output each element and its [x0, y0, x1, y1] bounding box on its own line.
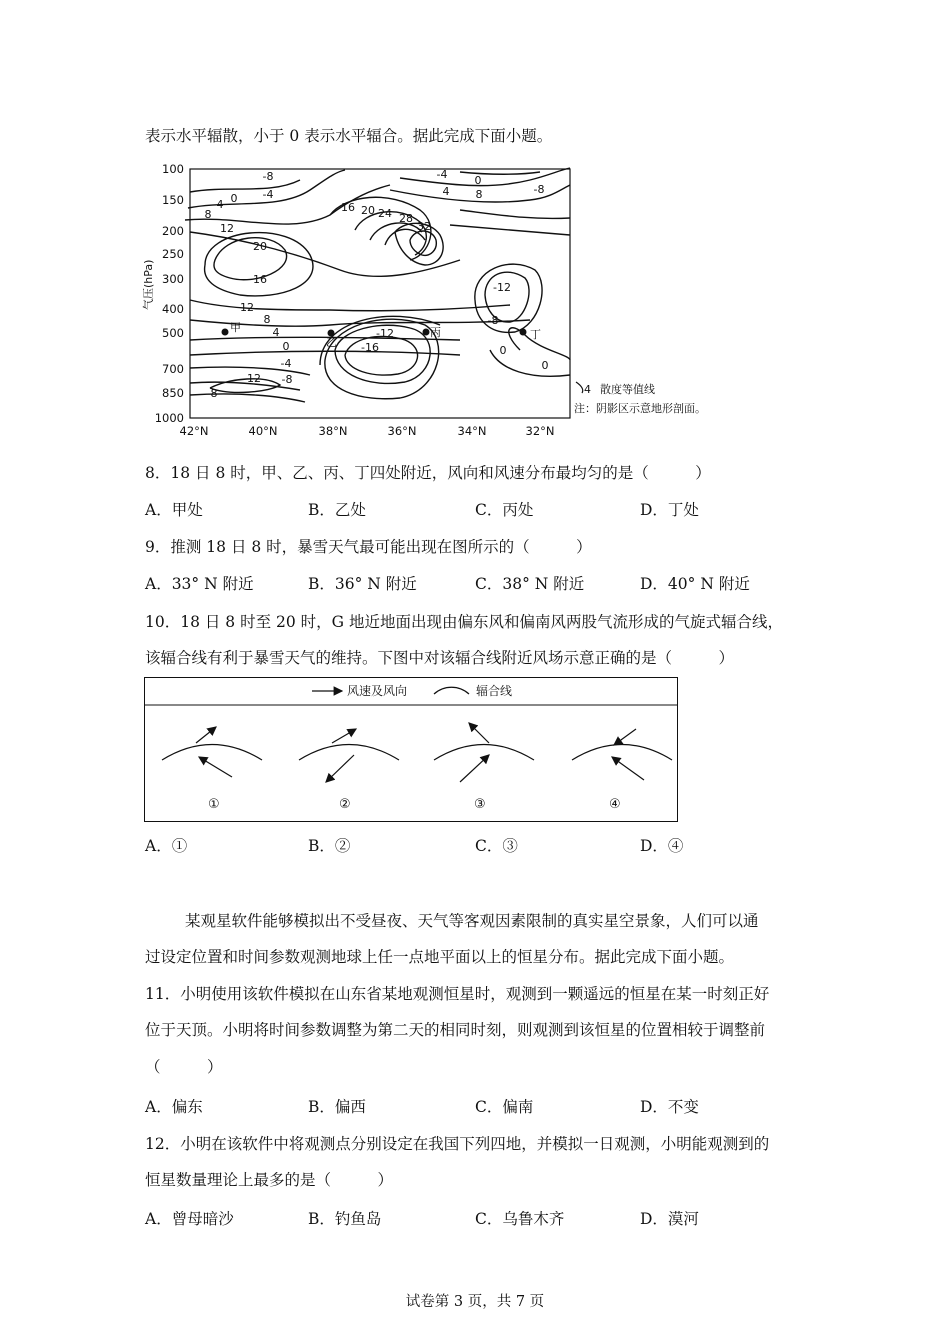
x-ticks — [180, 424, 555, 438]
contour-label: -12 — [493, 281, 511, 294]
convergence-line — [434, 745, 534, 761]
contour-label: -12 — [243, 372, 261, 385]
panel-4 — [572, 729, 672, 812]
y-tick: 500 — [162, 326, 184, 340]
x-tick: 42°N — [179, 424, 209, 438]
contour-label: 8 — [204, 208, 212, 221]
contour-label: -8 — [281, 373, 293, 386]
point-ding-marker — [520, 329, 527, 336]
q10-text-line2: 该辐合线有利于暴雪天气的维持。下图中对该辐合线附近风场示意正确的是（ ） — [145, 649, 735, 667]
q12-options — [145, 1207, 845, 1231]
diagram-frame — [145, 678, 678, 822]
legend-wind-text: 风速及风向 — [347, 684, 408, 698]
y-ticks — [155, 162, 184, 425]
y-tick: 300 — [162, 272, 184, 286]
contour-label: 4 — [216, 198, 224, 211]
q10-option-a[interactable]: A．① — [145, 837, 188, 855]
y-tick: 1000 — [154, 411, 184, 425]
panel-3 — [434, 723, 534, 812]
q10-options — [145, 834, 845, 858]
legend-curve-icon — [434, 687, 469, 694]
contour-label: -8 — [533, 183, 545, 196]
panel-label: ③ — [474, 797, 486, 812]
contour-label: -16 — [361, 341, 379, 354]
q11-option-a[interactable]: A．偏东 — [145, 1098, 203, 1116]
chart-legend — [574, 382, 706, 415]
panel-2 — [299, 729, 399, 812]
q11-option-c[interactable]: C．偏南 — [475, 1098, 534, 1116]
wind-arrow — [469, 723, 489, 743]
wind-arrow — [326, 755, 354, 782]
y-axis-label: 气压(hPa) — [142, 259, 155, 310]
point-ding-label: 丁 — [530, 328, 541, 341]
point-jia-marker — [222, 329, 229, 336]
convergence-line — [572, 745, 672, 761]
q11-text-line1: 11．小明使用该软件模拟在山东省某地观测恒星时，观测到一颗遥远的恒星在某一时刻正好 — [145, 985, 770, 1003]
contour-label: -4 — [280, 357, 292, 370]
point-bing-marker — [423, 329, 430, 336]
wind-arrow — [612, 757, 644, 780]
q11-text-line3: （ ） — [145, 1058, 223, 1076]
contour-label: -4 — [436, 168, 448, 181]
q8-option-c[interactable]: C．丙处 — [475, 501, 534, 519]
q11-option-d[interactable]: D．不变 — [640, 1098, 699, 1116]
q10-option-d[interactable]: D．④ — [640, 837, 684, 855]
contour-label: 28 — [399, 212, 413, 225]
legend-value: 4 — [584, 383, 591, 396]
wind-arrow — [196, 727, 216, 743]
contour-label: -4 — [262, 188, 274, 201]
y-tick: 400 — [162, 302, 184, 316]
legend-text: 散度等值线 — [600, 383, 655, 396]
y-tick: 250 — [162, 247, 184, 261]
contour-label: 8 — [475, 188, 483, 201]
panel-1 — [162, 727, 262, 812]
passage-line2: 过设定位置和时间参数观测地球上任一点地平面以上的恒星分布。据此完成下面小题。 — [145, 948, 735, 966]
q11-options — [145, 1095, 845, 1119]
y-tick: 700 — [162, 362, 184, 376]
q8-text: 8．18 日 8 时，甲、乙、丙、丁四处附近，风向和风速分布最均匀的是（ ） — [145, 464, 711, 482]
panel-label: ④ — [609, 797, 621, 812]
wind-arrow — [199, 757, 232, 777]
y-tick: 850 — [162, 386, 184, 400]
q11-text-line2: 位于天顶。小明将时间参数调整为第二天的相同时刻，则观测到该恒星的位置相较于调整前 — [145, 1021, 766, 1039]
contour-label: 20 — [253, 240, 267, 253]
wind-arrow — [332, 729, 356, 743]
contour-label: 0 — [499, 344, 507, 357]
contour-label: 24 — [378, 207, 392, 220]
contour-label: 0 — [230, 192, 238, 205]
contour-label: 12 — [220, 222, 234, 235]
q9-option-a[interactable]: A．33° N 附近 — [145, 575, 254, 593]
contour-label: -8 — [206, 387, 218, 400]
contour-label: 0 — [474, 174, 482, 187]
contour-label: 4 — [272, 326, 280, 339]
q12-option-d[interactable]: D．漠河 — [640, 1210, 699, 1228]
q9-option-b[interactable]: B．36° N 附近 — [308, 575, 417, 593]
contour-label: 32 — [417, 220, 431, 233]
q9-options — [145, 572, 845, 596]
contour-label: -8 — [487, 314, 499, 327]
contour-label: 0 — [541, 359, 549, 372]
x-tick: 36°N — [387, 424, 417, 438]
q12-text-line2: 恒星数量理论上最多的是（ ） — [145, 1171, 394, 1189]
q10-text-line1: 10．18 日 8 时至 20 时，G 地近地面出现由偏东风和偏南风两股气流形成的气旋式辐合线， — [145, 613, 783, 631]
contour-label: 4 — [442, 185, 450, 198]
q11-option-b[interactable]: B．偏西 — [308, 1098, 366, 1116]
x-tick: 38°N — [318, 424, 348, 438]
convergence-line — [299, 745, 399, 761]
q8-options — [145, 498, 845, 522]
contour-label: 8 — [263, 313, 271, 326]
x-tick: 32°N — [525, 424, 555, 438]
q12-text-line1: 12．小明在该软件中将观测点分别设定在我国下列四地，并模拟一日观测，小明能观测到的 — [145, 1135, 770, 1153]
wind-field-diagram — [144, 677, 678, 822]
y-tick: 200 — [162, 224, 184, 238]
q9-option-c[interactable]: C．38° N 附近 — [475, 575, 585, 593]
contour-label: 12 — [240, 301, 254, 314]
intro-line: 表示水平辐散，小于 0 表示水平辐合。据此完成下面小题。 — [145, 127, 553, 145]
y-tick: 100 — [162, 162, 184, 176]
wind-arrow — [460, 755, 489, 782]
passage-line1: 某观星软件能够模拟出不受昼夜、天气等客观因素限制的真实星空景象，人们可以通 — [185, 912, 759, 930]
q9-option-d[interactable]: D．40° N 附近 — [640, 575, 750, 593]
contour-label: 20 — [361, 204, 375, 217]
contour-lines — [185, 168, 570, 402]
divergence-chart — [130, 160, 750, 445]
point-jia-label: 甲 — [230, 321, 241, 334]
legend-note: 注：阴影区示意地形剖面。 — [574, 402, 706, 415]
page-footer: 试卷第 3 页，共 7 页 — [405, 1294, 545, 1310]
q8-option-a[interactable]: A．甲处 — [145, 501, 203, 519]
contour-label: -8 — [262, 170, 274, 183]
point-bing-label: 丙 — [430, 326, 441, 339]
convergence-line — [162, 745, 262, 761]
x-tick: 34°N — [457, 424, 487, 438]
x-tick: 40°N — [248, 424, 278, 438]
panel-label: ② — [339, 797, 351, 812]
q12-option-b[interactable]: B．钓鱼岛 — [308, 1210, 382, 1228]
panel-label: ① — [208, 797, 220, 812]
contour-label: -12 — [376, 327, 394, 340]
q10-option-c[interactable]: C．③ — [475, 837, 518, 855]
q12-option-c[interactable]: C．乌鲁木齐 — [475, 1210, 565, 1228]
y-tick: 150 — [162, 193, 184, 207]
contour-label: 16 — [341, 201, 355, 214]
q8-option-d[interactable]: D．丁处 — [640, 501, 699, 519]
legend-line-text: 辐合线 — [476, 684, 513, 698]
q9-text: 9．推测 18 日 8 时，暴雪天气最可能出现在图所示的（ ） — [145, 538, 592, 556]
q10-option-b[interactable]: B．② — [308, 837, 351, 855]
q8-option-b[interactable]: B．乙处 — [308, 501, 366, 519]
point-yi-label: 乙 — [326, 336, 337, 349]
q12-option-a[interactable]: A．曾母暗沙 — [145, 1210, 234, 1228]
diagram-legend — [312, 683, 512, 698]
contour-label: 16 — [253, 273, 267, 286]
contour-label: 0 — [282, 340, 290, 353]
wind-arrow — [614, 729, 636, 745]
